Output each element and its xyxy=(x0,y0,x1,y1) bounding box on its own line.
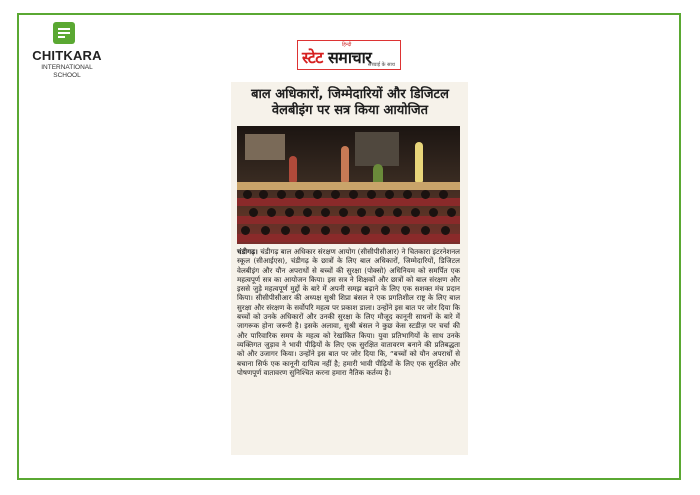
photo-speaker xyxy=(415,142,423,182)
masthead-title xyxy=(302,46,371,68)
logo-subtitle-line2: SCHOOL xyxy=(53,72,81,79)
event-photo xyxy=(237,126,460,244)
article-dateline: चंडीगढ़। xyxy=(237,247,258,256)
photo-screen xyxy=(355,132,399,166)
photo-plant xyxy=(373,164,383,182)
photo-guest xyxy=(341,146,349,182)
masthead-top-text: हिन्दी xyxy=(342,42,352,48)
masthead-tagline: सच्चाई के साथ xyxy=(367,62,395,68)
article-body xyxy=(237,247,460,377)
logo-subtitle xyxy=(30,64,104,80)
masthead-title-red: स्टेट xyxy=(302,48,323,67)
logo-name: CHITKARA xyxy=(32,48,102,63)
logo-subtitle-line1: INTERNATIONAL xyxy=(41,64,93,71)
article-text: चंडीगढ़ बाल अधिकार संरक्षण आयोग (सीसीपीसीआर) ने चितकारा इंटरनेशनल स्कूल (सीआईएस), चंडीगढ़ के छात्रों के लिए बाल अधिकारों, जिम्मेदारियों, डिजिटल वेलबीइंग और यौन अपराधों से बच्चों की सुरक्षा (पोक्सो) अधिनियम को समर्पित एक महत्वपूर्ण सत्र का आयोजन किया। इस सत्र ने शिक्षकों और छात्रों को बाल संरक्षण और इससे जुड़े महत्वपूर्ण मुद्दों के बारे में अपनी समझ बढ़ाने के लिए एक सशक्त मंच प्रदान किया। सीसीपीसीआर की अध्यक्ष सुश्री शिप्रा बंसल ने एक प्रगतिशील राष्ट्र के लिए बाल सुरक्षा और संरक्षण के सर्वोपरि महत्व पर प्रकाश डाला। उन्होंने इस बात पर जोर दिया कि बच्चों को उनके अधिकारों और उनकी सुरक्षा के लिए मौजूद कानूनी साधनों के बारे में जागरूक होना जरूरी है। इसके अलावा, सुश्री बंसल ने कुछ केस स्टडीज़ पर चर्चा की और पारिवारिक समय के महत्व को रेखांकित किया। युवा प्रतिभागियों के साथ उनके व्यक्तिगत जुड़ाव ने भावी पीढ़ियों के लिए एक सुरक्षित वातावरण बनाने की प्रतिबद्धता को और उजागर किया। उन्होंने इस बात पर जोर दिया कि, “बच्चों को यौन अपराधों से बचाना सिर्फ एक कानूनी दायित्व नहीं है; हमारी भावी पीढ़ियों के लिए एक सुरक्षित और पोषणपूर्ण वातावरण सुनिश्चित करना हमारा नैतिक कर्तव्य है। xyxy=(237,247,460,377)
photo-stage-floor xyxy=(237,182,460,190)
logo-mark-icon xyxy=(53,22,75,44)
photo-audience-row xyxy=(237,226,460,240)
masthead-title-black: समाचार xyxy=(327,48,372,67)
photo-audience-row xyxy=(237,190,460,204)
newspaper-masthead xyxy=(297,40,401,70)
photo-banner xyxy=(245,134,285,160)
photo-audience-row xyxy=(237,208,460,222)
article-headline: बाल अधिकारों, जिम्मेदारियों और डिजिटल वेलबीइंग पर सत्र किया आयोजित xyxy=(251,87,449,118)
photo-guest xyxy=(289,156,297,182)
school-logo xyxy=(30,22,104,84)
